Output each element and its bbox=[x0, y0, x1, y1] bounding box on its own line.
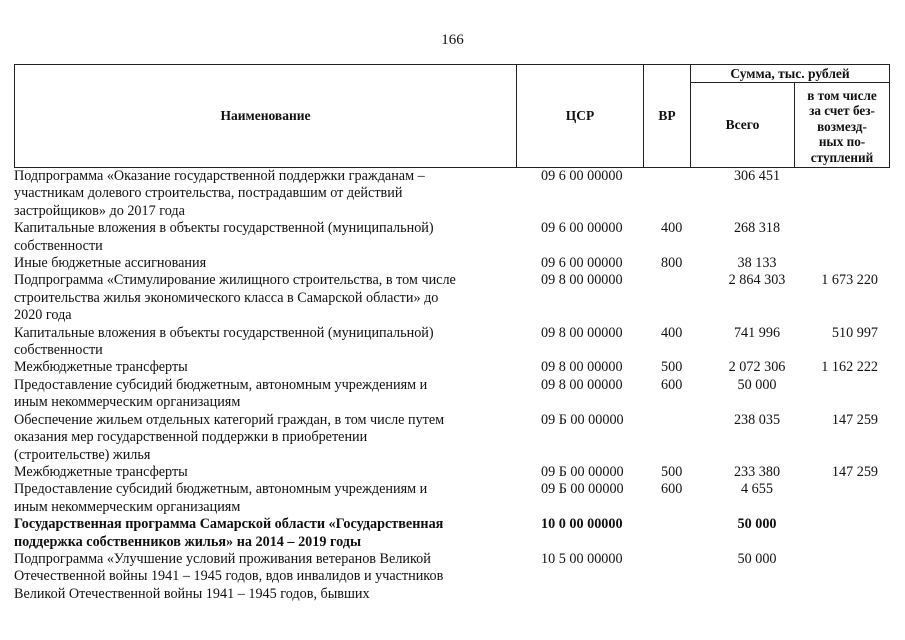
header-free-line: за счет без- bbox=[809, 103, 875, 119]
row-name-line: застройщиков» до 2017 года bbox=[14, 202, 185, 219]
row-name-line: Иные бюджетные ассигнования bbox=[14, 255, 207, 272]
row-name-line: Межбюджетные трансферты bbox=[14, 463, 188, 480]
table-row bbox=[14, 377, 894, 412]
table-row bbox=[14, 481, 894, 516]
table-row bbox=[14, 168, 894, 220]
row-name-line: поддержка собственников жилья» на 2014 – 2019 годы bbox=[14, 533, 362, 550]
header-free-line: в том числе bbox=[807, 87, 877, 103]
page-number: 166 bbox=[441, 32, 464, 48]
row-vr: 600 bbox=[661, 376, 683, 393]
table-row bbox=[14, 516, 894, 551]
row-name-line: собственности bbox=[14, 237, 103, 254]
row-name-line: собственности bbox=[14, 342, 103, 359]
row-csr: 09 Б 00 00000 bbox=[541, 481, 624, 498]
row-name bbox=[14, 412, 519, 464]
header-free-line: возмезд- bbox=[817, 118, 867, 134]
row-name bbox=[14, 168, 519, 220]
row-csr: 09 6 00 00000 bbox=[541, 255, 623, 272]
row-name-line: иным некоммерческим организациям bbox=[14, 498, 241, 515]
table-body bbox=[14, 168, 894, 603]
row-total: 238 035 bbox=[733, 411, 781, 428]
table-row bbox=[14, 551, 894, 603]
row-free bbox=[807, 516, 894, 551]
row-csr: 09 6 00 00000 bbox=[541, 220, 623, 237]
header-total: Всего bbox=[690, 82, 794, 168]
row-vr bbox=[655, 272, 707, 324]
row-free bbox=[807, 220, 894, 255]
row-name-line: 2020 года bbox=[14, 307, 72, 324]
row-name-line: Обеспечение жильем отдельных категорий граждан, в том числе путем bbox=[14, 411, 445, 428]
row-total: 38 133 bbox=[737, 255, 777, 272]
row-total: 268 318 bbox=[733, 220, 781, 237]
row-name-line: Подпрограмма «Стимулирование жилищного строительства, в том числе bbox=[14, 272, 456, 289]
row-name-line: участникам долевого строительства, пострадавшим от действий bbox=[14, 185, 403, 202]
row-name-line: Великой Отечественной войны 1941 – 1945 годов, бывших bbox=[14, 585, 370, 602]
header-name: Наименование bbox=[14, 64, 516, 168]
row-vr: 400 bbox=[661, 220, 683, 237]
row-name-line: Предоставление субсидий бюджетным, автономным учреждениям и bbox=[14, 481, 428, 498]
table-row bbox=[14, 272, 894, 324]
row-name bbox=[14, 481, 519, 516]
row-free: 147 259 bbox=[831, 411, 878, 428]
row-name-line: Подпрограмма «Улучшение условий проживания ветеранов Великой bbox=[14, 550, 431, 567]
row-name-line: Капитальные вложения в объекты государственной (муниципальной) bbox=[14, 324, 434, 341]
row-vr: 500 bbox=[661, 463, 683, 480]
row-csr: 09 8 00 00000 bbox=[541, 272, 623, 289]
header-amount: Сумма, тыс. рублей bbox=[690, 64, 890, 82]
row-free bbox=[807, 377, 894, 412]
row-total: 4 655 bbox=[741, 481, 773, 498]
row-free: 510 997 bbox=[831, 324, 878, 341]
row-csr: 10 5 00 00000 bbox=[541, 550, 623, 567]
row-vr: 400 bbox=[661, 324, 683, 341]
row-name-line: иным некоммерческим организациям bbox=[14, 394, 241, 411]
row-name bbox=[14, 516, 519, 551]
row-free: 147 259 bbox=[831, 463, 878, 480]
row-name-line: строительства жилья экономического класса в Самарской области» до bbox=[14, 289, 439, 306]
row-name-line: Капитальные вложения в объекты государственной (муниципальной) bbox=[14, 220, 434, 237]
row-csr: 09 Б 00 00000 bbox=[541, 411, 624, 428]
table-row bbox=[14, 412, 894, 464]
row-total: 50 000 bbox=[737, 516, 777, 533]
row-vr: 600 bbox=[661, 481, 683, 498]
table-row bbox=[14, 359, 894, 376]
row-name bbox=[14, 272, 519, 324]
row-total: 741 996 bbox=[733, 324, 781, 341]
row-name bbox=[14, 464, 519, 481]
row-csr: 09 Б 00 00000 bbox=[541, 463, 624, 480]
table-row bbox=[14, 325, 894, 360]
row-total: 233 380 bbox=[733, 463, 781, 480]
row-total: 50 000 bbox=[737, 550, 777, 567]
row-name-line: Межбюджетные трансферты bbox=[14, 359, 188, 376]
row-free bbox=[807, 255, 894, 272]
row-vr: 500 bbox=[661, 359, 683, 376]
row-name-line: Отечественной войны 1941 – 1945 годов, вдов инвалидов и участников bbox=[14, 568, 444, 585]
table-row bbox=[14, 220, 894, 255]
row-csr: 09 8 00 00000 bbox=[541, 324, 623, 341]
header-free-line: ных по- bbox=[818, 134, 866, 150]
row-name-line: оказания мер государственной поддержки в приобретении bbox=[14, 429, 368, 446]
row-name-line: Предоставление субсидий бюджетным, автономным учреждениям и bbox=[14, 376, 428, 393]
header-free bbox=[794, 82, 890, 168]
header-free-line: ступлений bbox=[810, 149, 874, 165]
row-vr bbox=[655, 168, 707, 220]
row-total: 2 072 306 bbox=[728, 359, 786, 376]
row-name bbox=[14, 359, 519, 376]
row-vr: 800 bbox=[661, 255, 683, 272]
row-total: 306 451 bbox=[733, 168, 781, 184]
row-free: 1 673 220 bbox=[821, 272, 878, 289]
row-total: 50 000 bbox=[737, 376, 777, 393]
row-name-line: Государственная программа Самарской области «Государственная bbox=[14, 516, 444, 533]
row-csr: 09 8 00 00000 bbox=[541, 359, 623, 376]
row-free: 1 162 222 bbox=[821, 359, 878, 376]
row-name-line: Подпрограмма «Оказание государственной поддержки гражданам – bbox=[14, 168, 425, 184]
table-row bbox=[14, 464, 894, 481]
row-name-line: (строительстве) жилья bbox=[14, 446, 151, 463]
row-name bbox=[14, 255, 519, 272]
row-free bbox=[807, 168, 894, 220]
row-vr bbox=[655, 412, 707, 464]
row-name bbox=[14, 325, 519, 360]
header-vr: ВР bbox=[643, 64, 690, 168]
row-total: 2 864 303 bbox=[728, 272, 786, 289]
row-csr: 09 8 00 00000 bbox=[541, 376, 623, 393]
row-free bbox=[807, 481, 894, 516]
header-csr: ЦСР bbox=[516, 64, 643, 168]
table-row bbox=[14, 255, 894, 272]
row-free bbox=[807, 551, 894, 603]
row-vr bbox=[655, 516, 707, 551]
row-vr bbox=[655, 551, 707, 603]
row-name bbox=[14, 220, 519, 255]
row-name bbox=[14, 551, 519, 603]
row-csr: 10 0 00 00000 bbox=[541, 516, 623, 533]
row-csr: 09 6 00 00000 bbox=[541, 168, 623, 184]
row-name bbox=[14, 377, 519, 412]
